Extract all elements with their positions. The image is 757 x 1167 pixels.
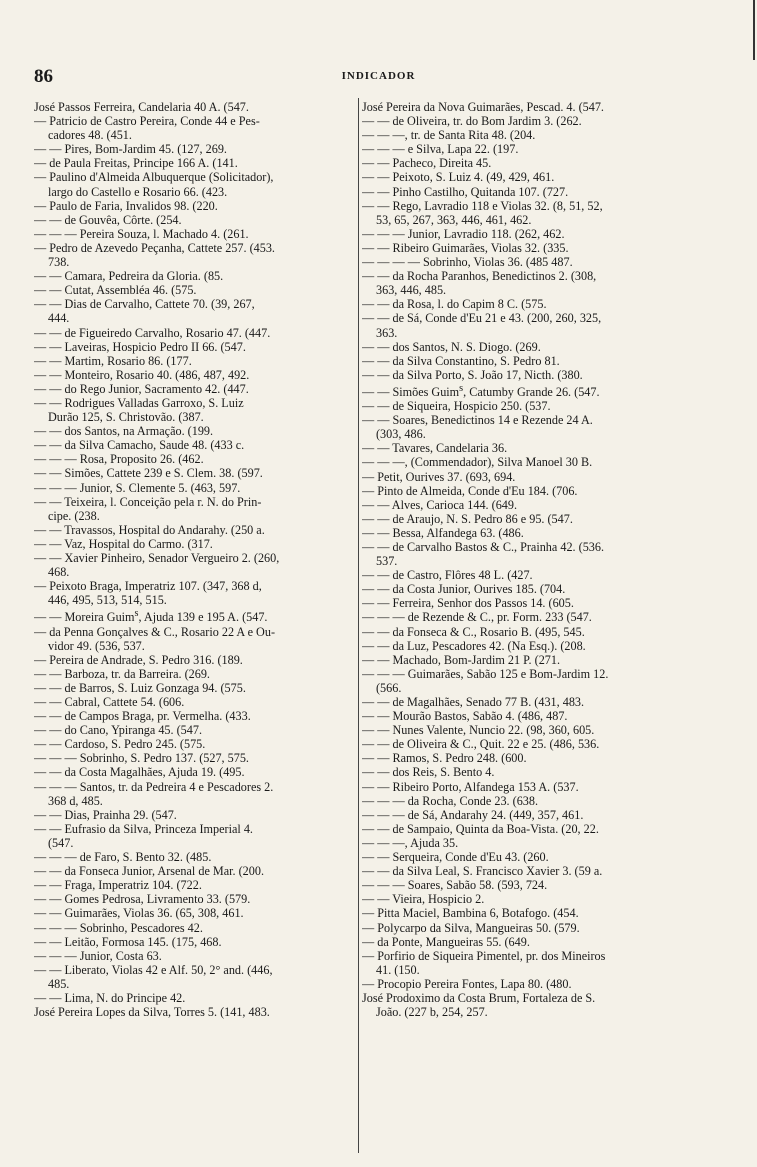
index-entry-line: — — da Silva Porto, S. João 17, Nicth. (380. [362, 367, 583, 382]
index-entry-line: 363. [376, 325, 398, 340]
index-entry-line: 444. [48, 311, 70, 326]
index-entry-line: — — Serqueira, Conde d'Eu 43. (260. [362, 850, 549, 865]
index-entry-line: — — Soares, Benedictinos 14 e Rezende 24 A. [362, 413, 593, 428]
index-entry-line: — — Ferreira, Senhor dos Passos 14. (605. [362, 596, 574, 611]
index-entry-line: — — — e Silva, Lapa 22. (197. [362, 142, 519, 157]
index-entry-line: — — Pinho Castilho, Quitanda 107. (727. [362, 184, 569, 199]
index-entry-line: — — da Rocha Paranhos, Benedictinos 2. (308, [362, 269, 597, 284]
index-entry-line: — — da Costa Magalhães, Ajuda 19. (495. [34, 765, 245, 780]
index-entry-line: — — Leitão, Formosa 145. (175, 468. [34, 934, 222, 949]
index-entry-line: — — da Luz, Pescadores 42. (Na Esq.). (208. [362, 638, 586, 653]
index-entry-line: — — — — Sobrinho, Violas 36. (485 487. [362, 255, 573, 270]
index-entry-line: — — Ribeiro Porto, Alfandega 153 A. (537. [362, 779, 579, 794]
index-entry-line: — — — Rosa, Proposito 26. (462. [34, 452, 204, 467]
index-entry-line: — — — Pereira Souza, l. Machado 4. (261. [34, 226, 249, 241]
index-entry-line: — — Cutat, Assembléa 46. (575. [34, 283, 197, 298]
index-entry-line: — — dos Reis, S. Bento 4. [362, 765, 495, 780]
index-entry-line: — — Pacheco, Direita 45. [362, 156, 492, 171]
index-entry-line: — — Rodrigues Valladas Garroxo, S. Luiz [34, 395, 244, 410]
index-entry-line: — — do Rego Junior, Sacramento 42. (447. [34, 381, 249, 396]
index-entry-line: — — da Silva Leal, S. Francisco Xavier 3. (59 a. [362, 864, 603, 879]
index-entry-line: (303, 486. [376, 427, 426, 442]
index-entry-line: — — de Barros, S. Luiz Gonzaga 94. (575. [34, 680, 246, 695]
index-entry-line: (566. [376, 680, 402, 695]
index-entry-line: — — da Silva Constantino, S. Pedro 81. [362, 353, 560, 368]
index-entry-line: — Porfirio de Siqueira Pimentel, pr. dos Mineiros [362, 948, 606, 963]
index-entry-line: — — — Guimarães, Sabão 125 e Bom-Jardim 12. [362, 666, 609, 681]
index-entry-line: José Prodoximo da Costa Brum, Fortaleza de S. [362, 990, 596, 1005]
index-entry-line: — Pedro de Azevedo Peçanha, Cattete 257. (453. [34, 240, 275, 255]
running-head: INDICADOR [341, 70, 416, 82]
index-entry-line: — — Bessa, Alfandega 63. (486. [362, 525, 524, 540]
index-entry-line: — — — Soares, Sabão 58. (593, 724. [362, 878, 548, 893]
index-entry-line: — Pereira de Andrade, S. Pedro 316. (189. [34, 652, 243, 667]
index-entry-line: — — — Junior, Costa 63. [34, 948, 162, 963]
index-entry-line: José Passos Ferreira, Candelaria 40 A. (547. [34, 100, 249, 114]
index-entry-line: — — — de Rezende & C., pr. Form. 233 (547. [362, 610, 592, 625]
index-entry-line: — — Nunes Valente, Nuncio 22. (98, 360, 605. [362, 723, 595, 738]
index-entry-line: — — Liberato, Violas 42 e Alf. 50, 2° and. (446, [34, 962, 273, 977]
index-entry-line: — — Xavier Pinheiro, Senador Vergueiro 2. (260, [34, 551, 280, 565]
index-entry-line: — — de Oliveira, tr. do Bom Jardim 3. (262. [362, 114, 582, 129]
index-entry-line: largo do Castello e Rosario 66. (423. [48, 184, 228, 199]
index-entry-line: — — Mourão Bastos, Sabão 4. (486, 487. [362, 709, 568, 724]
index-entry-line: 363, 446, 485. [376, 283, 447, 298]
index-entry-line: — — da Silva Camacho, Saude 48. (433 c. [34, 438, 245, 453]
index-entry-line: 738. [48, 255, 70, 270]
index-entry-line: — — Travassos, Hospital do Andarahy. (250 a. [34, 522, 265, 537]
index-entry-line: — da Penna Gonçalves & C., Rosario 22 A e Ou- [34, 624, 276, 639]
index-entry-line: — — Dias, Prainha 29. (547. [34, 807, 177, 822]
index-entry-line: (547. [48, 835, 74, 850]
index-entry-line: — — Cabral, Cattete 54. (606. [34, 695, 185, 709]
index-entry-line: — Pitta Maciel, Bambina 6, Botafogo. (454. [362, 906, 579, 921]
index-entry-line: — — Pires, Bom-Jardim 45. (127, 269. [34, 142, 227, 157]
index-entry-line: — — — de Faro, S. Bento 32. (485. [34, 850, 212, 865]
index-entry-line: 368 d, 485. [48, 793, 103, 808]
margin-rule [753, 0, 755, 60]
index-entry-line: — — Camara, Pedreira da Gloria. (85. [34, 269, 224, 284]
index-entry-line: 485. [48, 976, 70, 991]
index-entry-line: — — de Sampaio, Quinta da Boa-Vista. (20, 22. [362, 821, 599, 836]
page-number: 86 [34, 66, 53, 87]
index-entry-line: 446, 495, 513, 514, 515. [48, 593, 167, 608]
column-divider [358, 98, 359, 1153]
index-entry-line: — Procopio Pereira Fontes, Lapa 80. (480. [362, 976, 572, 991]
index-entry-line: — — Ramos, S. Pedro 248. (600. [362, 751, 527, 766]
index-entry-line: — — Fraga, Imperatriz 104. (722. [34, 878, 202, 893]
index-entry-line: — — dos Santos, na Armação. (199. [34, 424, 214, 439]
index-entry-line: Durão 125, S. Christovão. (387. [48, 410, 204, 425]
right-column [362, 100, 728, 1019]
index-entry-line: — Paulino d'Almeida Albuquerque (Solicitador), [34, 170, 274, 185]
index-entry-line: — — — Junior, Lavradio 118. (262, 462. [362, 226, 565, 241]
index-entry-line: — — Lima, N. do Principe 42. [34, 990, 186, 1005]
index-entry-line: — — Barboza, tr. da Barreira. (269. [34, 666, 210, 681]
index-entry-line: — — — de Sá, Andarahy 24. (449, 357, 461. [362, 807, 584, 822]
index-entry-line: — — Ribeiro Guimarães, Violas 32. (335. [362, 240, 569, 255]
index-entry-line: João. (227 b, 254, 257. [376, 1005, 488, 1020]
index-entry-line: — — Dias de Carvalho, Cattete 70. (39, 267, [34, 297, 255, 312]
index-entry-line: — — do Cano, Ypiranga 45. (547. [34, 723, 203, 738]
index-entry-line: — — da Rosa, l. do Capim 8 C. (575. [362, 297, 547, 312]
index-entry-line: — da Ponte, Mangueiras 55. (649. [362, 934, 530, 949]
index-entry-line: — — Vaz, Hospital do Carmo. (317. [34, 536, 213, 551]
index-entry-line: — — de Figueiredo Carvalho, Rosario 47. (447. [34, 325, 271, 340]
index-entry-line: 41. (150. [376, 962, 420, 977]
index-entry-line: — — de Magalhães, Senado 77 B. (431, 483. [362, 695, 585, 709]
index-entry-line: — Paulo de Faria, Invalidos 98. (220. [34, 198, 218, 213]
index-entry-line: — — — Sobrinho, S. Pedro 137. (527, 575. [34, 751, 249, 766]
left-column [34, 100, 358, 1019]
index-entry-line: — — — Junior, S. Clemente 5. (463, 597. [34, 480, 241, 495]
index-entry-line: — — de Siqueira, Hospicio 250. (537. [362, 399, 551, 414]
index-entry-line: — — de Oliveira & C., Quit. 22 e 25. (486, 536. [362, 737, 600, 752]
index-entry-line: — — de Carvalho Bastos & C., Prainha 42. (536. [362, 539, 605, 554]
index-entry-line: — — Machado, Bom-Jardim 21 P. (271. [362, 652, 561, 667]
index-entry-line: — — Peixoto, S. Luiz 4. (49, 429, 461. [362, 170, 555, 185]
index-entry-line: — — —, tr. de Santa Rita 48. (204. [362, 128, 536, 143]
index-entry-line: — — —, (Commendador), Silva Manoel 30 B. [362, 455, 593, 470]
index-entry-line: — — Tavares, Candelaria 36. [362, 441, 508, 456]
index-entry-line: — — — Sobrinho, Pescadores 42. [34, 920, 203, 935]
index-entry-line: — — Rego, Lavradio 118 e Violas 32. (8, 51, 52, [362, 198, 603, 213]
index-entry-line: 53, 65, 267, 363, 446, 461, 462. [376, 212, 532, 227]
index-entry-line: — Polycarpo da Silva, Mangueiras 50. (579. [362, 920, 580, 935]
index-entry-line: — — dos Santos, N. S. Diogo. (269. [362, 339, 541, 354]
index-entry-line: vidor 49. (536, 537. [48, 638, 145, 653]
index-entry-line: — — Alves, Carioca 144. (649. [362, 497, 518, 512]
index-entry-line: — de Paula Freitas, Principe 166 A. (141. [34, 156, 238, 171]
index-entry-line: José Pereira Lopes da Silva, Torres 5. (141, 483. [34, 1005, 270, 1020]
index-entry-line: — — Gomes Pedrosa, Livramento 33. (579. [34, 892, 251, 907]
index-entry-line: — — Eufrasio da Silva, Princeza Imperial 4. [34, 821, 253, 836]
index-entry-line: — — Teixeira, l. Conceição pela r. N. do Prin- [34, 494, 262, 509]
index-entry-line: — — da Fonseca Junior, Arsenal de Mar. (200. [34, 864, 265, 879]
index-entry-line: — — Simões, Cattete 239 e S. Clem. 38. (597. [34, 466, 263, 481]
index-entry-line: — — da Fonseca & C., Rosario B. (495, 545. [362, 624, 585, 639]
index-entry-line: 468. [48, 565, 70, 580]
index-entry-line: — Pinto de Almeida, Conde d'Eu 184. (706. [362, 483, 578, 498]
index-entry-line: — — — Santos, tr. da Pedreira 4 e Pescadores 2. [34, 779, 274, 794]
index-entry-line: — Peixoto Braga, Imperatriz 107. (347, 368 d, [34, 579, 262, 594]
index-entry-line: — — Laveiras, Hospicio Pedro II 66. (547. [34, 339, 246, 354]
index-entry-line: 537. [376, 554, 398, 569]
index-entry-line: — — da Costa Junior, Ourives 185. (704. [362, 582, 566, 597]
index-entry-line: cadores 48. (451. [48, 128, 132, 143]
index-entry-line: — — — da Rocha, Conde 23. (638. [362, 793, 539, 808]
index-entry-line: — — de Castro, Flôres 48 L. (427. [362, 568, 533, 583]
index-entry-line: — Petit, Ourives 37. (693, 694. [362, 469, 516, 484]
index-entry-line: — Patricio de Castro Pereira, Conde 44 e Pes- [34, 114, 260, 129]
index-entry-line: cipe. (238. [48, 508, 100, 523]
index-entry-line: — — Moreira Guim$^s$, Ajuda 139 e 195 A. (547. [34, 608, 268, 625]
index-entry-line: — — de Gouvêa, Côrte. (254. [34, 212, 182, 227]
index-entry-line: — — de Campos Braga, pr. Vermelha. (433. [34, 709, 251, 724]
index-entry-line: — — de Araujo, N. S. Pedro 86 e 95. (547. [362, 511, 573, 526]
index-entry-line: — — —, Ajuda 35. [362, 835, 459, 850]
index-entry-line: — — Vieira, Hospicio 2. [362, 892, 485, 907]
index-entry-line: José Pereira da Nova Guimarães, Pescad. 4. (547. [362, 100, 604, 114]
index-entry-line: — — Cardoso, S. Pedro 245. (575. [34, 737, 206, 752]
index-entry-line: — — de Sá, Conde d'Eu 21 e 43. (200, 260, 325, [362, 311, 602, 326]
index-entry-line: — — Guimarães, Violas 36. (65, 308, 461. [34, 906, 244, 921]
index-entry-line: — — Simões Guim$^s$, Catumby Grande 26. (547. [362, 382, 600, 399]
index-entry-line: — — Martim, Rosario 86. (177. [34, 353, 192, 368]
index-entry-line: — — Monteiro, Rosario 40. (486, 487, 492. [34, 367, 250, 382]
